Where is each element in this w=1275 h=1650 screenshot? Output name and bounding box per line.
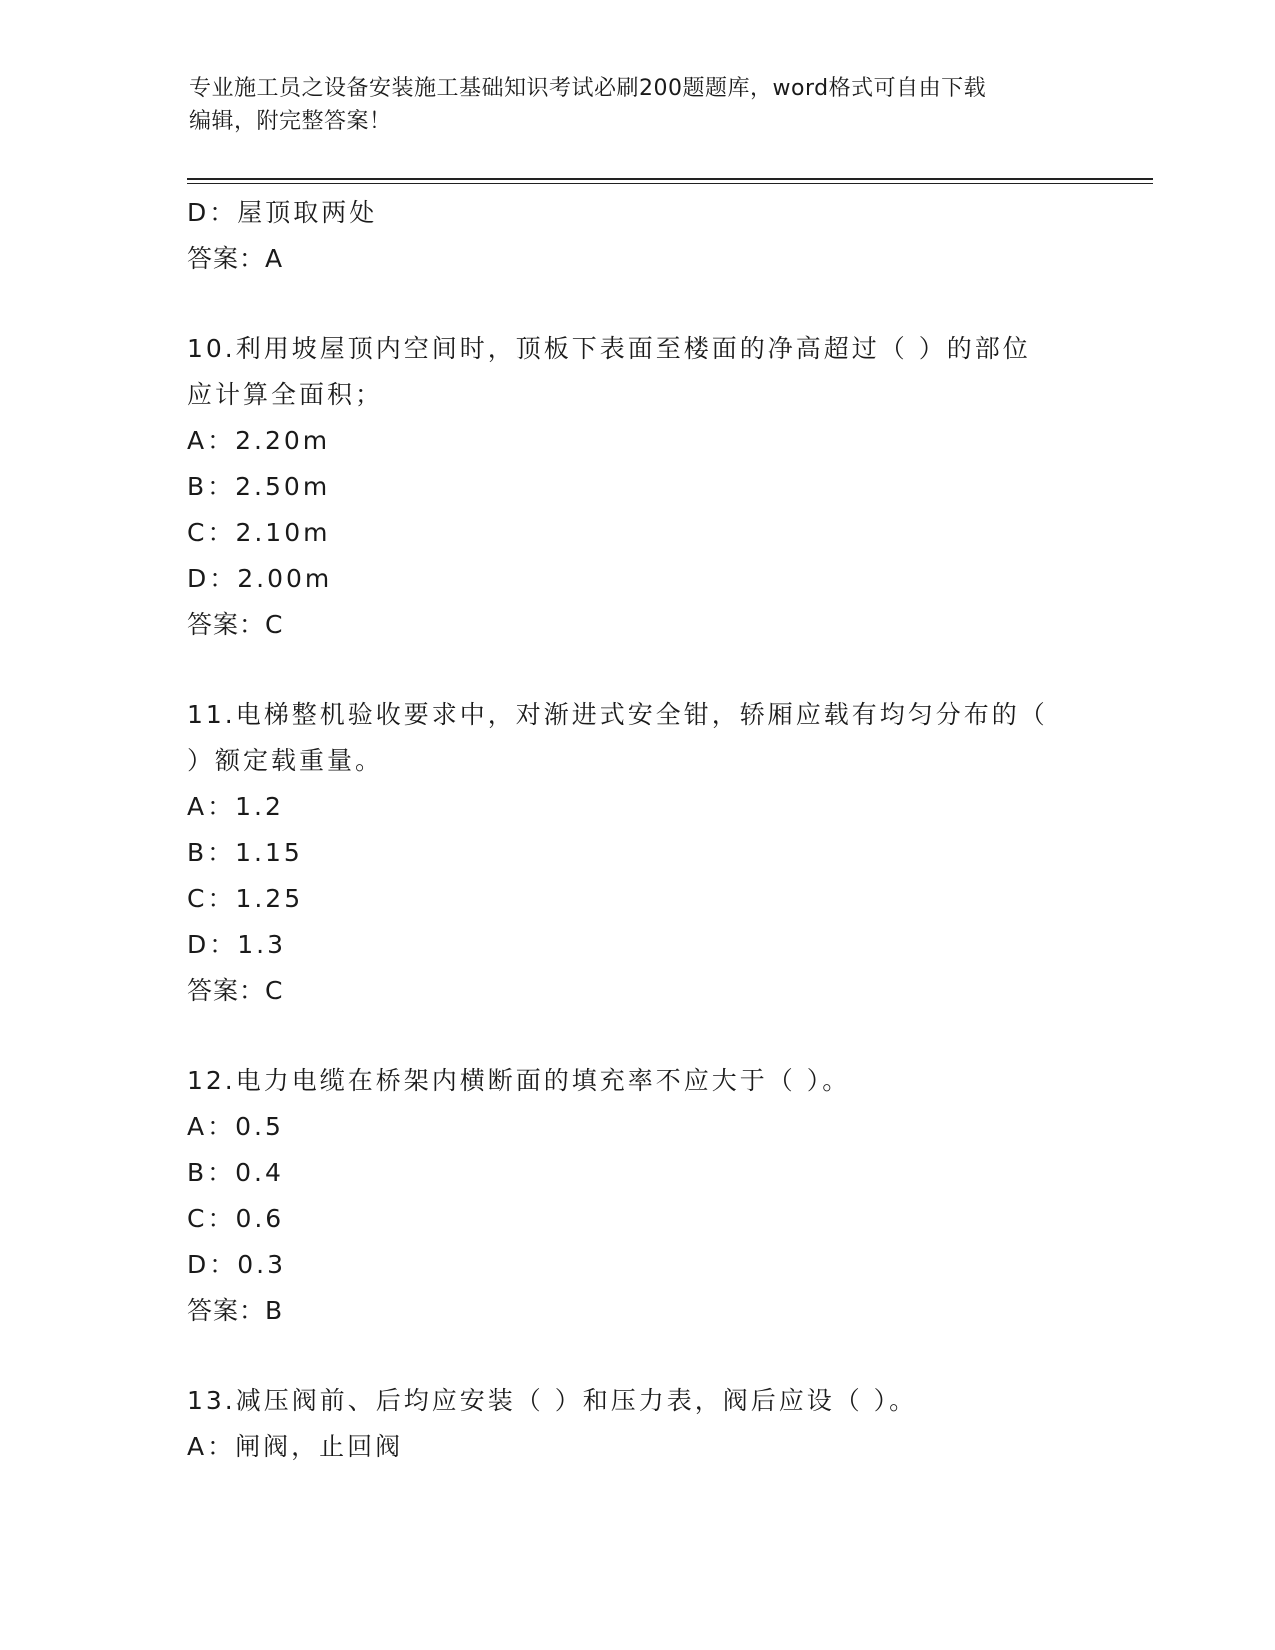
spacer (187, 282, 1087, 326)
spacer (187, 648, 1087, 692)
question-text-line-1: 11.电梯整机验收要求中，对渐进式安全钳，轿厢应载有均匀分布的（ (187, 700, 1048, 729)
document-header (189, 72, 1089, 138)
option-b: B：2.50m (187, 472, 331, 501)
question-13 (187, 1378, 1087, 1470)
answer: 答案：B (187, 1296, 284, 1325)
question-9 (187, 190, 1087, 282)
option-c: C：0.6 (187, 1204, 285, 1233)
header-title-line-1: 专业施工员之设备安装施工基础知识考试必刷200题题库，word格式可自由下载 (189, 76, 987, 101)
spacer (187, 1334, 1087, 1378)
option-a: A：0.5 (187, 1112, 284, 1141)
option-b: B：1.15 (187, 838, 303, 867)
question-text-line-1: 12.电力电缆在桥架内横断面的填充率不应大于（ ）。 (187, 1066, 851, 1095)
question-text-line-1: 10.利用坡屋顶内空间时，顶板下表面至楼面的净高超过（ ）的部位 (187, 334, 1031, 363)
answer: 答案：C (187, 610, 284, 639)
option-d: D：2.00m (187, 564, 333, 593)
answer: 答案：A (187, 244, 284, 273)
option-c: C：1.25 (187, 884, 304, 913)
question-text-line-2: ）额定载重量。 (187, 746, 384, 775)
option-a: A：1.2 (187, 792, 284, 821)
option-b: B：0.4 (187, 1158, 284, 1187)
question-text-line-2: 应计算全面积； (187, 380, 384, 409)
header-divider-thick (187, 178, 1153, 180)
spacer (187, 1014, 1087, 1058)
option-c: C：2.10m (187, 518, 331, 547)
question-text-line-1: 13.减压阀前、后均应安装（ ）和压力表，阀后应设（ ）。 (187, 1386, 918, 1415)
answer: 答案：C (187, 976, 284, 1005)
option-d: D：1.3 (187, 930, 287, 959)
option-a: A：2.20m (187, 426, 331, 455)
option-a: A：闸阀，止回阀 (187, 1432, 404, 1461)
question-11 (187, 692, 1087, 1014)
option-d: D：屋顶取两处 (187, 198, 378, 227)
header-divider-thin (187, 183, 1153, 184)
question-10 (187, 326, 1087, 648)
question-12 (187, 1058, 1087, 1334)
question-list (187, 190, 1087, 1470)
header-title-line-2: 编辑，附完整答案！ (189, 109, 392, 134)
option-d: D：0.3 (187, 1250, 287, 1279)
